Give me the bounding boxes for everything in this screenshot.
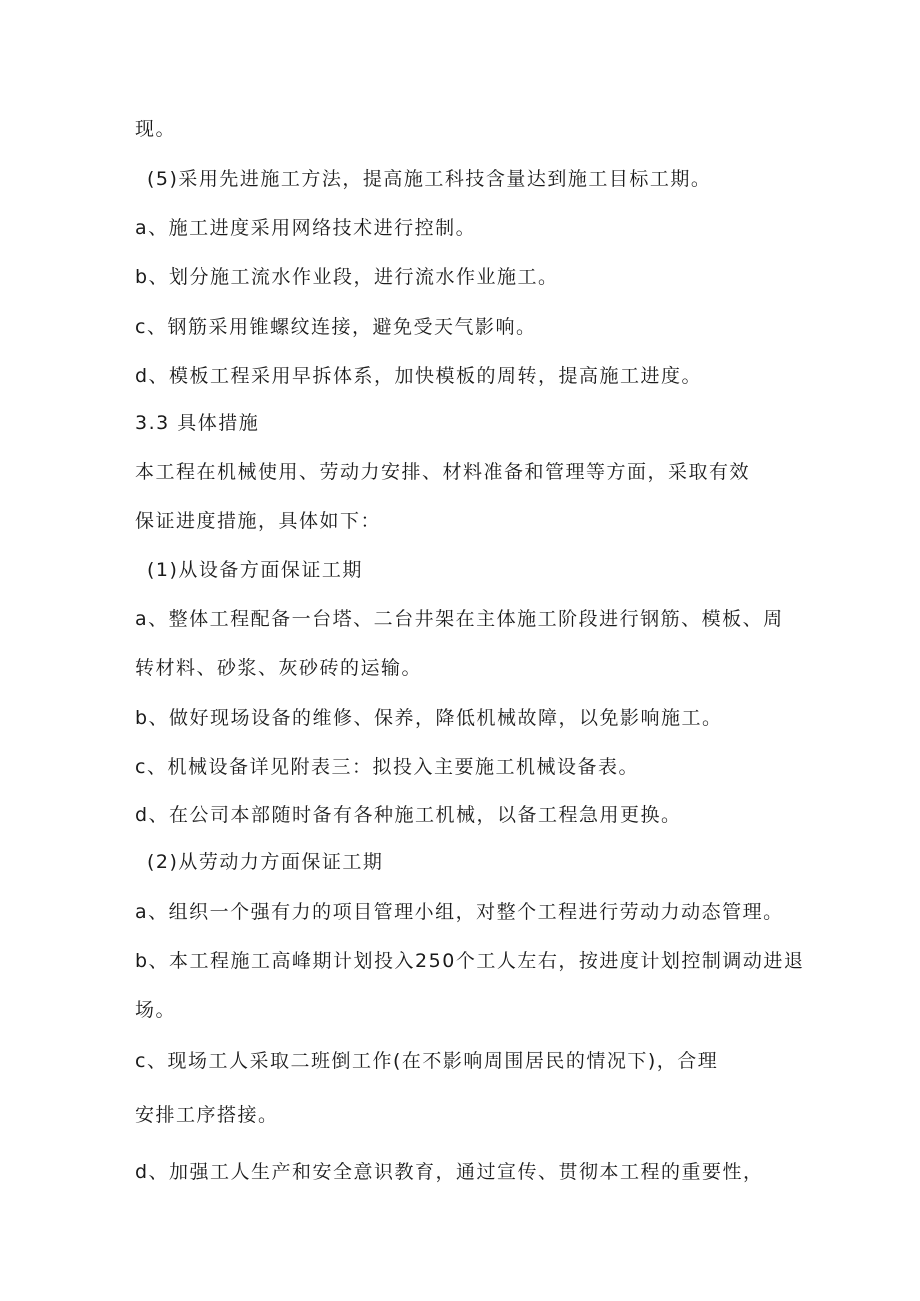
paragraph-line: d、在公司本部随时备有各种施工机械，以备工程急用更换。: [135, 804, 682, 826]
paragraph-line: 安排工序搭接。: [135, 1104, 279, 1126]
paragraph-line: b、划分施工流水作业段，进行流水作业施工。: [135, 266, 559, 288]
paragraph-line: c、现场工人采取二班倒工作(在不影响周围居民的情况下)，合理: [135, 1050, 719, 1072]
paragraph-line: d、模板工程采用早拆体系，加快模板的周转，提高施工进度。: [135, 365, 703, 387]
paragraph-line: 保证进度措施，具体如下：: [135, 510, 382, 532]
paragraph-line: a、组织一个强有力的项目管理小组，对整个工程进行劳动力动态管理。: [135, 901, 784, 923]
paragraph-line: 现。: [135, 118, 177, 140]
paragraph-line: (5)采用先进施工方法，提高施工科技含量达到施工目标工期。: [147, 168, 712, 190]
paragraph-line: d、加强工人生产和安全意识教育，通过宣传、贯彻本工程的重要性，: [135, 1161, 764, 1183]
paragraph-line: b、本工程施工高峰期计划投入250个工人左右，按进度计划控制调动进退: [135, 950, 805, 972]
section-heading: 3.3 具体措施: [135, 412, 260, 434]
paragraph-line: c、机械设备详见附表三：拟投入主要施工机械设备表。: [135, 756, 639, 778]
paragraph-line: b、做好现场设备的维修、保养，降低机械故障，以免影响施工。: [135, 707, 723, 729]
paragraph-line: a、施工进度采用网络技术进行控制。: [135, 217, 477, 239]
paragraph-line: 转材料、砂浆、灰砂砖的运输。: [135, 657, 423, 679]
paragraph-line: 场。: [135, 999, 177, 1021]
paragraph-line: c、钢筋采用锥螺纹连接，避免受天气影响。: [135, 316, 537, 338]
subsection-heading: (1)从设备方面保证工期: [147, 559, 363, 581]
paragraph-line: 本工程在机械使用、劳动力安排、材料准备和管理等方面，采取有效: [135, 461, 751, 483]
paragraph-line: a、整体工程配备一台塔、二台井架在主体施工阶段进行钢筋、模板、周: [135, 608, 784, 630]
subsection-heading: (2)从劳动力方面保证工期: [147, 851, 384, 873]
